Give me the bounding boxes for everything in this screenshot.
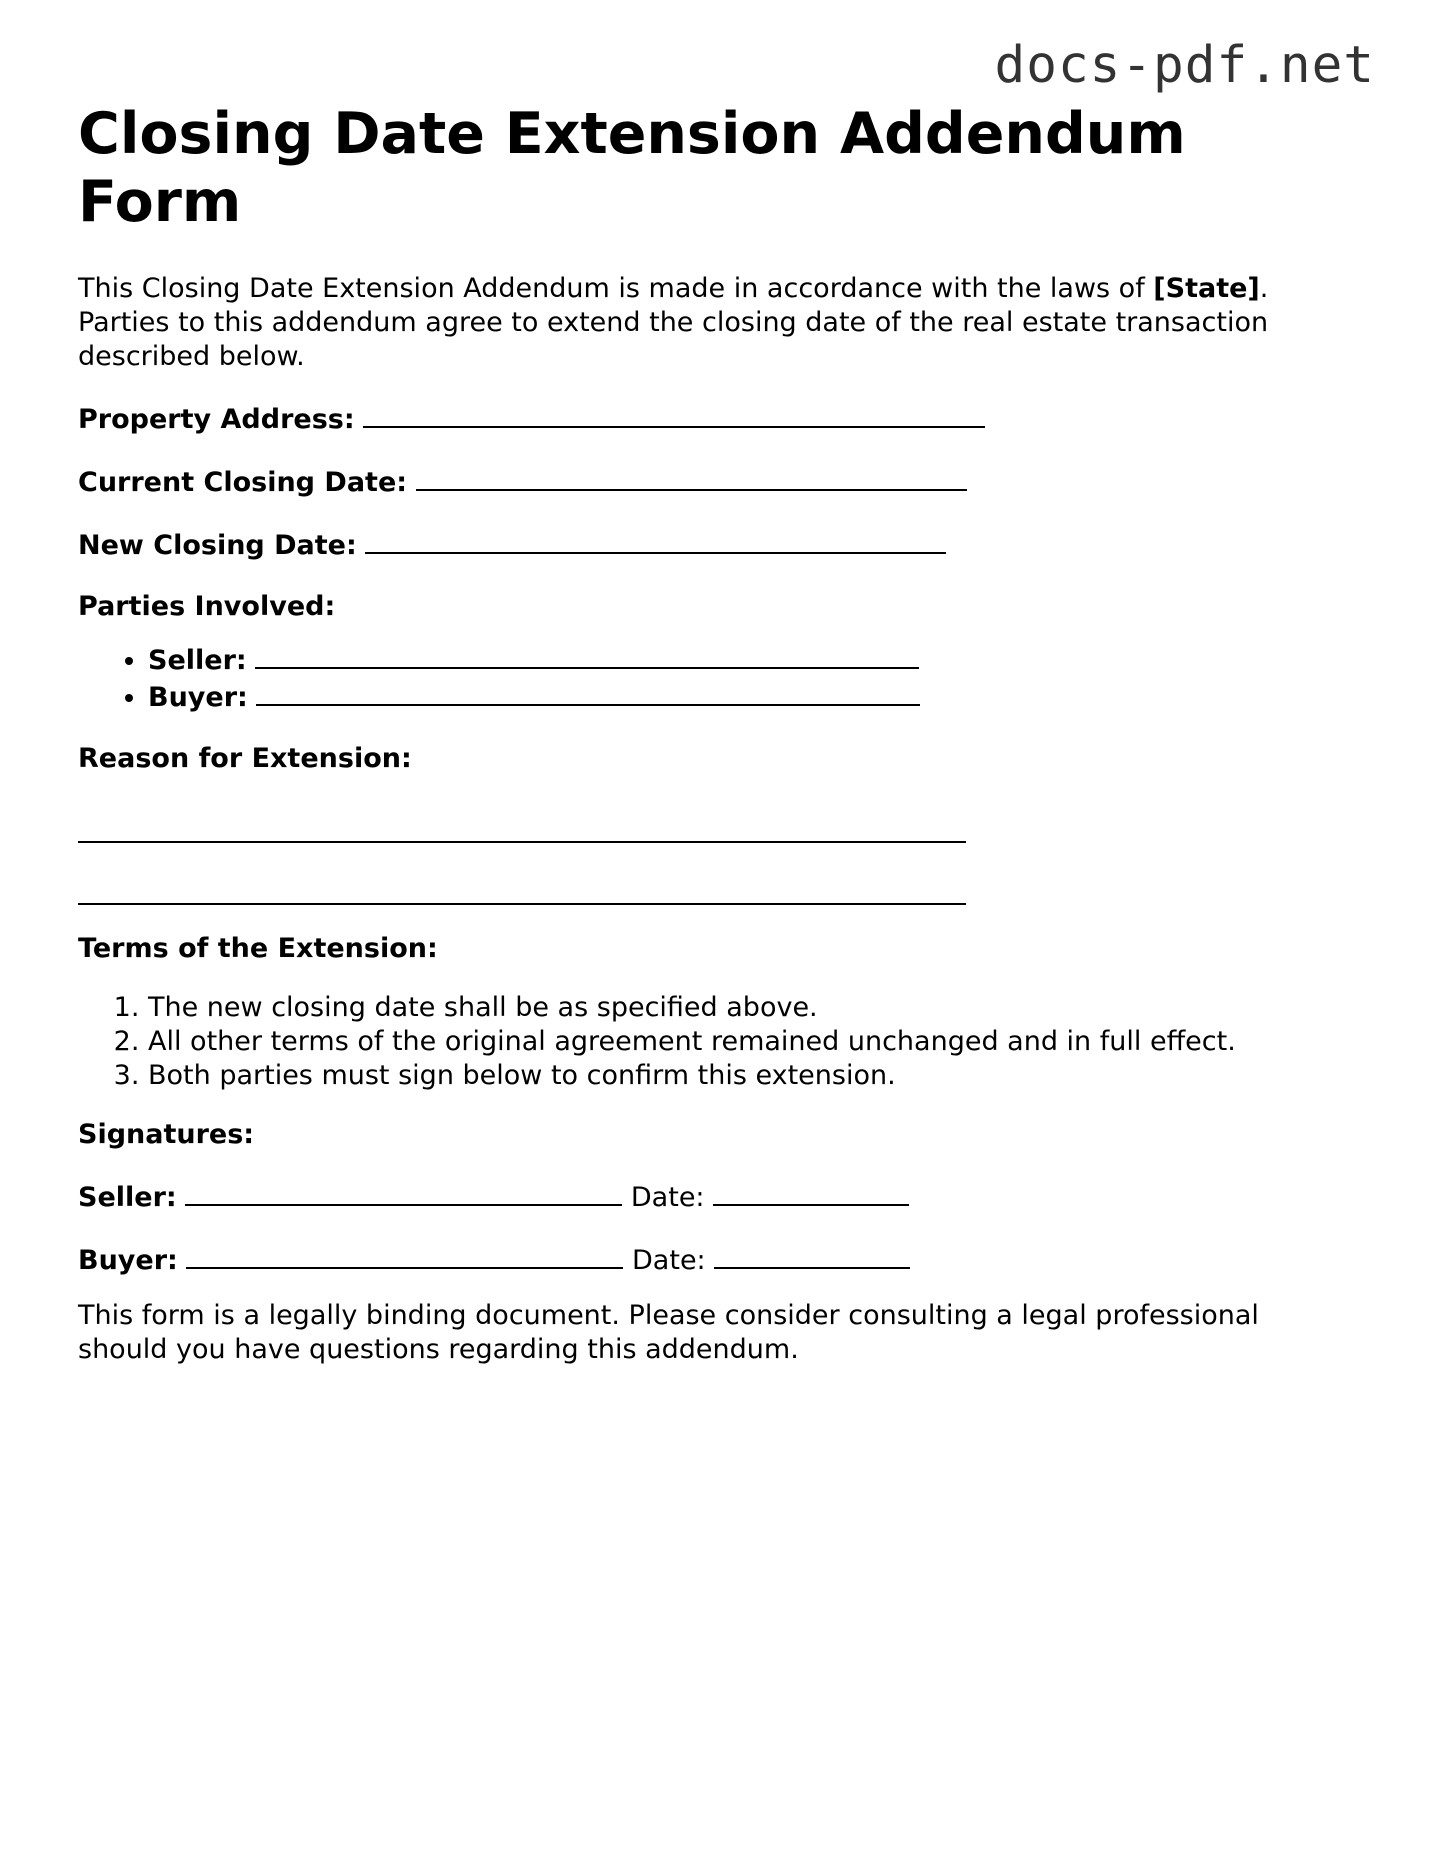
new-closing-date-label: New Closing Date: (78, 530, 357, 561)
intro-text-before: This Closing Date Extension Addendum is made in accordance with the laws of (78, 273, 1154, 304)
party-seller-label: Seller: (148, 645, 247, 676)
new-closing-date-row (78, 526, 1368, 564)
seller-signature-field[interactable] (185, 1178, 622, 1206)
terms-list (78, 991, 1368, 1093)
watermark-text: docs-pdf.net (994, 36, 1375, 95)
current-closing-date-label: Current Closing Date: (78, 467, 408, 498)
parties-heading: Parties Involved: (78, 591, 336, 622)
buyer-signature-field[interactable] (186, 1241, 623, 1269)
reason-line-2[interactable] (78, 901, 966, 905)
new-closing-date-field[interactable] (365, 526, 946, 554)
seller-date-label: Date: (630, 1182, 705, 1213)
party-buyer-item (148, 678, 1368, 715)
current-closing-date-field[interactable] (416, 463, 967, 491)
property-address-label: Property Address: (78, 404, 355, 435)
terms-item: 2. All other terms of the original agreement remained unchanged and in full effect. (148, 1025, 1368, 1059)
terms-item: 1. The new closing date shall be as specified above. (148, 991, 1368, 1025)
property-address-field[interactable] (363, 400, 985, 428)
buyer-signature-label: Buyer: (78, 1245, 178, 1276)
party-seller-item (148, 641, 1368, 678)
intro-text-after: . Parties to this addendum agree to extend the closing date of the real estate transaction described below. (78, 273, 1269, 372)
page-title: Closing Date Extension Addendum Form (78, 101, 1186, 235)
party-buyer-label: Buyer: (148, 682, 248, 713)
terms-heading: Terms of the Extension: (78, 933, 438, 964)
seller-signature-label: Seller: (78, 1182, 177, 1213)
reason-spacer-2 (78, 843, 1368, 901)
footer-note: This form is a legally binding document. Please consider consulting a legal professional should you have questions regarding this addendum. (78, 1300, 1259, 1365)
property-address-row (78, 400, 1368, 438)
buyer-date-label: Date: (632, 1245, 706, 1276)
buyer-date-field[interactable] (714, 1241, 910, 1269)
document-page (78, 100, 1368, 1367)
party-seller-field[interactable] (255, 641, 919, 669)
seller-signature-row (78, 1178, 1368, 1216)
party-buyer-field[interactable] (256, 678, 920, 706)
parties-list (78, 641, 1368, 715)
seller-date-field[interactable] (713, 1178, 909, 1206)
signatures-heading: Signatures: (78, 1119, 255, 1150)
terms-item: 3. Both parties must sign below to confirm this extension. (148, 1059, 1368, 1093)
reason-heading: Reason for Extension: (78, 743, 412, 774)
current-closing-date-row (78, 463, 1368, 501)
intro-paragraph (78, 272, 1338, 374)
reason-spacer-1 (78, 777, 1368, 839)
state-placeholder: [State] (1153, 273, 1260, 304)
buyer-signature-row (78, 1241, 1368, 1279)
